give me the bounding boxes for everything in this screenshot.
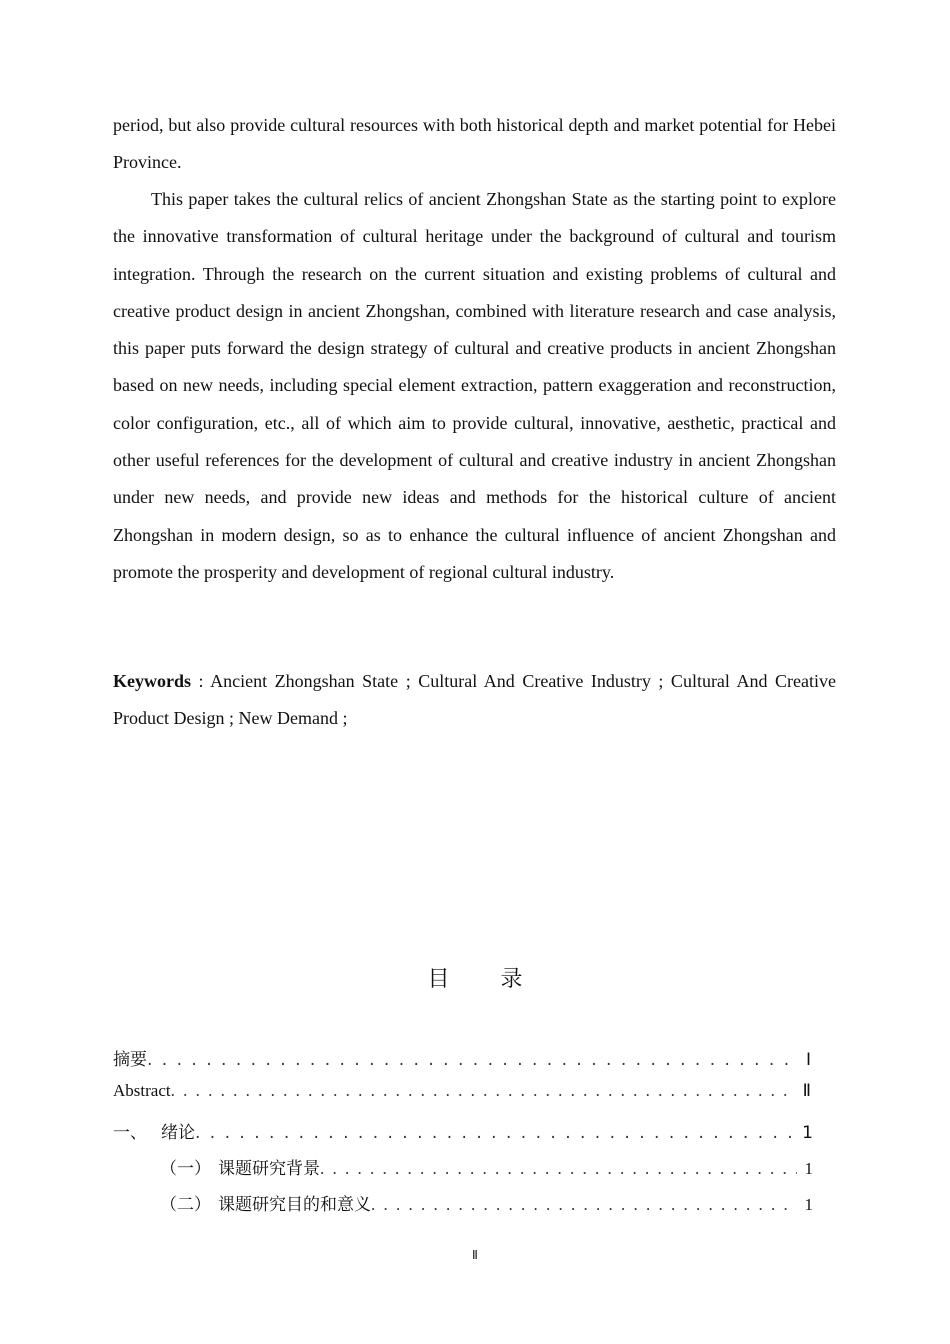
toc-entry[interactable] bbox=[160, 1154, 813, 1178]
toc-entry-label: 课题研究背景 bbox=[218, 1159, 320, 1178]
toc-entry-page: 1 bbox=[804, 1195, 813, 1214]
toc-entry-page: Ⅱ bbox=[802, 1081, 811, 1101]
toc-entry[interactable] bbox=[113, 1045, 811, 1069]
body-paragraph: This paper takes the cultural relics of ancient Zhongshan State as the starting point to explore the innovative transformation of cultural heritage under the background of cultural and tourism integration. Through the research on the current situation and existing problems of cultural and creative product design in ancient Zhongshan, combined with literature research and case analysis, this paper puts forward the design strategy of cultural and creative products in ancient Zhongshan based on new needs, including special element extraction, pattern exaggeration and reconstruction, color configuration, etc., all of which aim to provide cultural, innovative, aesthetic, practical and other useful references for the development of cultural and creative industry in ancient Zhongshan under new needs, and provide new ideas and methods for the historical culture of ancient Zhongshan in modern design, so as to enhance the cultural influence of ancient Zhongshan and promote the prosperity and development of regional cultural industry. bbox=[113, 189, 836, 582]
keywords-text: : Ancient Zhongshan State ; Cultural And Creative Industry ; Cultural And Creative Product Design ; New Demand ; bbox=[113, 671, 836, 729]
toc-leader-dots bbox=[320, 1159, 797, 1178]
toc-leader-dots bbox=[171, 1081, 795, 1101]
toc-entry-page: 1 bbox=[802, 1123, 813, 1142]
toc-entry-prefix: （一） bbox=[160, 1159, 211, 1178]
toc-leader-dots bbox=[371, 1195, 797, 1214]
toc-entry-label: 摘要 bbox=[113, 1050, 147, 1069]
toc-entry-label: 绪论 bbox=[161, 1123, 195, 1142]
toc-leader-dots bbox=[147, 1050, 798, 1069]
toc-leader-dots bbox=[195, 1123, 794, 1142]
toc-title: 目 录 bbox=[427, 967, 545, 992]
toc-entry[interactable] bbox=[113, 1118, 813, 1142]
keywords-label: Keywords bbox=[113, 671, 191, 691]
body-paragraph: period, but also provide cultural resources with both historical depth and market potential for Hebei Province. bbox=[113, 115, 836, 173]
toc-entry-prefix: （二） bbox=[160, 1195, 211, 1214]
toc-entry-page: 1 bbox=[804, 1159, 813, 1178]
toc-entry-label: 课题研究目的和意义 bbox=[218, 1195, 371, 1214]
toc-entry[interactable] bbox=[160, 1190, 813, 1214]
toc-entry[interactable] bbox=[113, 1081, 811, 1105]
toc-entry-label: Abstract bbox=[113, 1081, 171, 1100]
keywords-line bbox=[113, 663, 836, 738]
toc-entry-page: Ⅰ bbox=[805, 1050, 811, 1069]
page-number: Ⅱ bbox=[472, 1248, 478, 1262]
toc-entry-prefix: 一、 bbox=[113, 1123, 147, 1142]
